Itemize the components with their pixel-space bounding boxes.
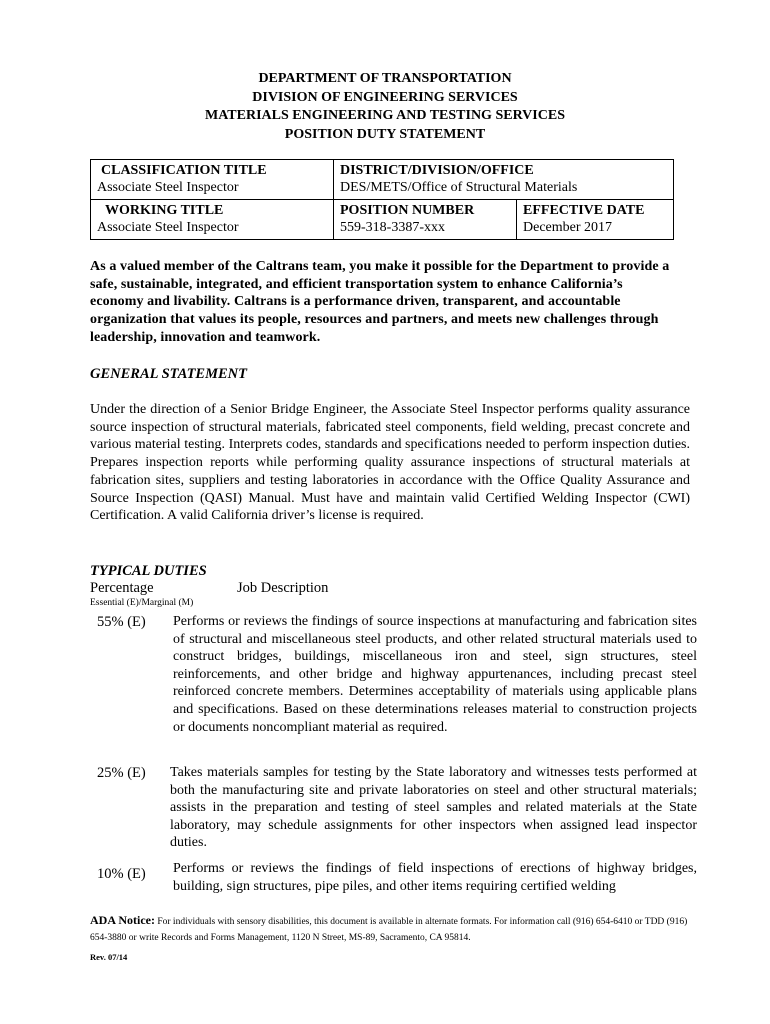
- duty-description: Performs or reviews the findings of field inspections of erections of highway bridges, building, sign structures, pipe piles, and other items requiring certified welding: [173, 861, 697, 894]
- district-cell: [334, 160, 674, 200]
- document-header: [0, 70, 770, 144]
- essential-marginal-label: Essential (E)/Marginal (M): [90, 598, 194, 608]
- header-division: DIVISION OF ENGINEERING SERVICES: [252, 89, 518, 105]
- effective-date-label: EFFECTIVE DATE: [523, 203, 645, 218]
- general-statement-title: GENERAL STATEMENT: [90, 366, 247, 382]
- header-services: MATERIALS ENGINEERING AND TESTING SERVICES: [205, 108, 565, 123]
- classification-label: CLASSIFICATION TITLE: [101, 163, 267, 178]
- header-statement-title: POSITION DUTY STATEMENT: [284, 126, 486, 142]
- position-number-label: POSITION NUMBER: [340, 203, 475, 218]
- duty-percentage: 25% (E): [97, 765, 146, 781]
- duty-description: Performs or reviews the findings of source inspections at manufacturing and fabrication sites of structural and miscellaneous steel products, and other related structural materials used to construct bridges, buildings, miscellaneous iron and steel, sign structures, steel reinforcements, and other bridge and highway appurtenances, including precast steel reinforced concrete members. Determines acceptability of materials using applicable plans and specifications. Based on these determinations releases material to construction projects or documents noncompliant material as required.: [173, 614, 697, 735]
- duty-description: Takes materials samples for testing by the State laboratory and witnesses tests performed at both the manufacturing site and private laboratories on steel and other structural materials; assists in the preparation and testing of steel samples and related materials at the State laboratory, may schedule assignments for other inspectors when assigned lead inspector duties.: [170, 765, 697, 851]
- ada-notice-text: For individuals with sensory disabilities, this document is available in alternate formats. For information call (916) 654-6410 or TDD (916) 654-3880 or write Records and Forms Management, 1120 N Street, MS-89, Sacramento, CA 95814.: [90, 917, 688, 943]
- working-title-value: Associate Steel Inspector: [97, 220, 239, 235]
- position-number-cell: [334, 200, 517, 240]
- classification-value: Associate Steel Inspector: [97, 180, 239, 195]
- job-description-header: Job Description: [237, 580, 329, 596]
- effective-date-cell: [517, 200, 674, 240]
- classification-cell: [91, 160, 334, 200]
- ada-notice: [90, 912, 690, 946]
- duty-percentage: 55% (E): [97, 614, 146, 630]
- revision-label: Rev. 07/14: [90, 952, 128, 962]
- position-number-value: 559-318-3387-xxx: [340, 220, 445, 235]
- working-title-cell: [91, 200, 334, 240]
- duty-percentage: 10% (E): [97, 866, 146, 882]
- working-title-label: WORKING TITLE: [105, 203, 224, 218]
- effective-date-value: December 2017: [523, 220, 613, 235]
- general-statement-body: Under the direction of a Senior Bridge Engineer, the Associate Steel Inspector performs quality assurance source inspection of structural materials, fabricated steel components, field welding, precast concrete and various material testing. Interprets codes, standards and specifications needed to perform inspection duties. Prepares inspection reports while performing quality assurance inspections of structural materials at fabrication sites, suppliers and testing laboratories in accordance with the Office Quality Assurance and Source Inspection (QASI) Manual. Must have and maintain valid Certified Welding Inspector (CWI) Certification. A valid California driver’s license is required.: [90, 402, 690, 524]
- percentage-header: Percentage: [90, 580, 154, 596]
- district-label: DISTRICT/DIVISION/OFFICE: [340, 163, 534, 178]
- ada-notice-label: ADA Notice:: [90, 913, 155, 927]
- district-value: DES/METS/Office of Structural Materials: [340, 180, 578, 195]
- header-department: DEPARTMENT OF TRANSPORTATION: [258, 71, 512, 86]
- intro-paragraph: As a valued member of the Caltrans team, you make it possible for the Department to provide a safe, sustainable, integrated, and efficient transportation system to enhance California’s economy and livability. Caltrans is a performance driven, transparent, and accountable organization that values its people, resources and partners, and meets new challenges through leadership, innovation and teamwork.: [90, 259, 670, 345]
- position-info-table: [90, 159, 674, 240]
- typical-duties-title: TYPICAL DUTIES: [90, 563, 207, 579]
